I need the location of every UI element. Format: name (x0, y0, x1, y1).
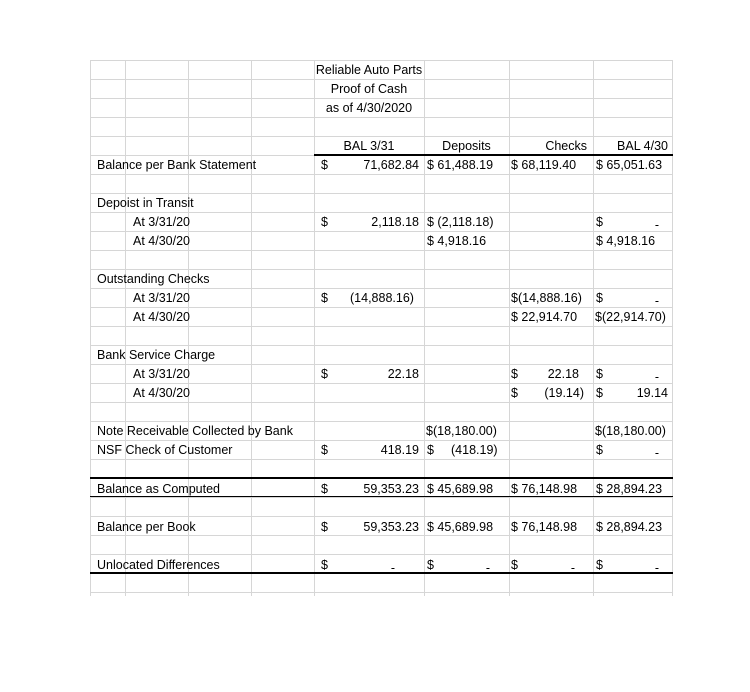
row-label: At 4/30/20 (133, 234, 190, 248)
cell-deposits: (418.19) (451, 443, 498, 457)
cell-bal-start: (14,888.16) (350, 291, 414, 305)
cell-deposits: - (485, 561, 490, 575)
cell-checks: (19.14) (544, 386, 584, 400)
cell-bal-end: $(18,180.00) (595, 424, 666, 438)
cell-bal-start: 2,118.18 (371, 215, 419, 229)
gridline (90, 592, 673, 593)
cell-deposits: $(18,180.00) (426, 424, 497, 438)
row-label: At 4/30/20 (133, 386, 190, 400)
cell-bal-start: 59,353.23 (363, 520, 419, 534)
currency-sign: $ (511, 558, 518, 572)
section-title: Depoist in Transit (97, 196, 194, 210)
row-label: Unlocated Differences (97, 558, 220, 572)
currency-sign: $ (321, 215, 328, 229)
cell-bal-end: $ 65,051.63 (596, 158, 663, 172)
cell-bal-end: - (654, 370, 659, 384)
report-date: as of 4/30/2020 (325, 101, 413, 115)
total-border-top (90, 477, 673, 479)
cell-bal-end: $ 28,894.23 (596, 520, 663, 534)
cell-checks: $ 76,148.98 (511, 482, 578, 496)
row-label: Balance as Computed (97, 482, 220, 496)
cell-bal-end: $ 4,918.16 (596, 234, 656, 248)
currency-sign: $ (596, 443, 603, 457)
gridline (90, 554, 673, 555)
company-name: Reliable Auto Parts (315, 63, 423, 77)
cell-deposits: $ 45,689.98 (427, 482, 494, 496)
currency-sign: $ (427, 443, 434, 457)
cell-bal-end: 19.14 (636, 386, 668, 400)
cell-bal-end: $ 28,894.23 (596, 482, 663, 496)
cell-checks: $ 22,914.70 (511, 310, 578, 324)
cell-bal-start: 71,682.84 (363, 158, 419, 172)
cell-deposits: $ 45,689.98 (427, 520, 494, 534)
cell-bal-start: 59,353.23 (363, 482, 419, 496)
currency-sign: $ (321, 367, 328, 381)
cell-checks: - (570, 561, 575, 575)
currency-sign: $ (321, 482, 328, 496)
cell-checks: $(14,888.16) (511, 291, 582, 305)
cell-deposits: $ 61,488.19 (427, 158, 494, 172)
row-label: At 3/31/20 (133, 215, 190, 229)
currency-sign: $ (596, 558, 603, 572)
col-header-bal-start: BAL 3/31 (343, 139, 395, 153)
cell-bal-end: - (654, 218, 659, 232)
gridline (90, 516, 673, 517)
cell-bal-end: - (654, 294, 659, 308)
currency-sign: $ (321, 558, 328, 572)
col-header-checks: Checks (545, 139, 587, 153)
cell-bal-end: $(22,914.70) (595, 310, 666, 324)
cell-deposits: $ 4,918.16 (427, 234, 487, 248)
currency-sign: $ (596, 367, 603, 381)
currency-sign: $ (596, 291, 603, 305)
cell-bal-start: - (390, 561, 395, 575)
currency-sign: $ (321, 158, 328, 172)
currency-sign: $ (596, 215, 603, 229)
cell-bal-end: - (654, 561, 659, 575)
col-header-deposits: Deposits (442, 139, 491, 153)
row-label: Balance per Book (97, 520, 196, 534)
row-label: Balance per Bank Statement (97, 158, 257, 172)
cell-checks: $ 76,148.98 (511, 520, 578, 534)
col-header-bal-end: BAL 4/30 (617, 139, 668, 153)
row-label: NSF Check of Customer (97, 443, 233, 457)
cell-bal-end: - (654, 446, 659, 460)
currency-sign: $ (321, 443, 328, 457)
cell-deposits: $ (2,118.18) (427, 215, 494, 229)
cell-checks: $ 68,119.40 (511, 158, 577, 172)
row-label: At 4/30/20 (133, 310, 190, 324)
report-title: Proof of Cash (330, 82, 408, 96)
section-title: Outstanding Checks (97, 272, 210, 286)
currency-sign: $ (321, 291, 328, 305)
currency-sign: $ (511, 367, 518, 381)
cell-bal-start: 22.18 (387, 367, 419, 381)
currency-sign: $ (511, 386, 518, 400)
currency-sign: $ (427, 558, 434, 572)
currency-sign: $ (321, 520, 328, 534)
cell-bal-start: 418.19 (380, 443, 419, 457)
spreadsheet-grid (90, 60, 673, 596)
cell-checks: 22.18 (547, 367, 579, 381)
row-label: At 3/31/20 (133, 291, 190, 305)
row-label: At 3/31/20 (133, 367, 190, 381)
row-label: Note Receivable Collected by Bank (97, 424, 293, 438)
section-title: Bank Service Charge (97, 348, 216, 362)
currency-sign: $ (596, 386, 603, 400)
